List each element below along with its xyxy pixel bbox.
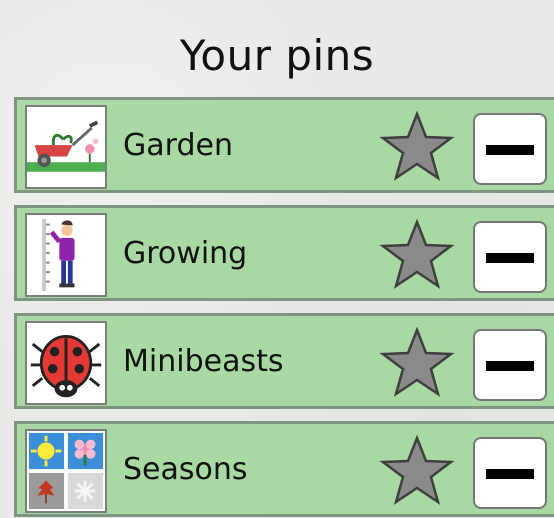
pins-list — [14, 97, 554, 517]
pin-row-garden[interactable] — [14, 97, 554, 193]
minus-icon — [486, 145, 534, 155]
remove-pin-button-garden[interactable] — [473, 113, 547, 185]
seasons-grid-icon — [25, 429, 107, 513]
minus-icon — [486, 469, 534, 479]
pin-row-minibeasts[interactable] — [14, 313, 554, 409]
star-icon[interactable] — [379, 434, 455, 506]
minus-icon — [486, 253, 534, 263]
pin-row-growing[interactable] — [14, 205, 554, 301]
star-icon[interactable] — [379, 218, 455, 290]
star-icon[interactable] — [379, 326, 455, 398]
star-icon[interactable] — [379, 110, 455, 182]
pin-row-seasons[interactable] — [14, 421, 554, 517]
pin-label-minibeasts: Minibeasts — [123, 344, 284, 379]
garden-wheelbarrow-icon — [25, 105, 107, 189]
pin-label-garden: Garden — [123, 128, 233, 163]
minus-icon — [486, 361, 534, 371]
pin-label-growing: Growing — [123, 236, 248, 271]
remove-pin-button-minibeasts[interactable] — [473, 329, 547, 401]
growing-person-measuring-icon — [25, 213, 107, 297]
page-title: Your pins — [179, 31, 375, 80]
remove-pin-button-growing[interactable] — [473, 221, 547, 293]
remove-pin-button-seasons[interactable] — [473, 437, 547, 509]
ladybird-icon — [25, 321, 107, 405]
pin-label-seasons: Seasons — [123, 452, 248, 487]
